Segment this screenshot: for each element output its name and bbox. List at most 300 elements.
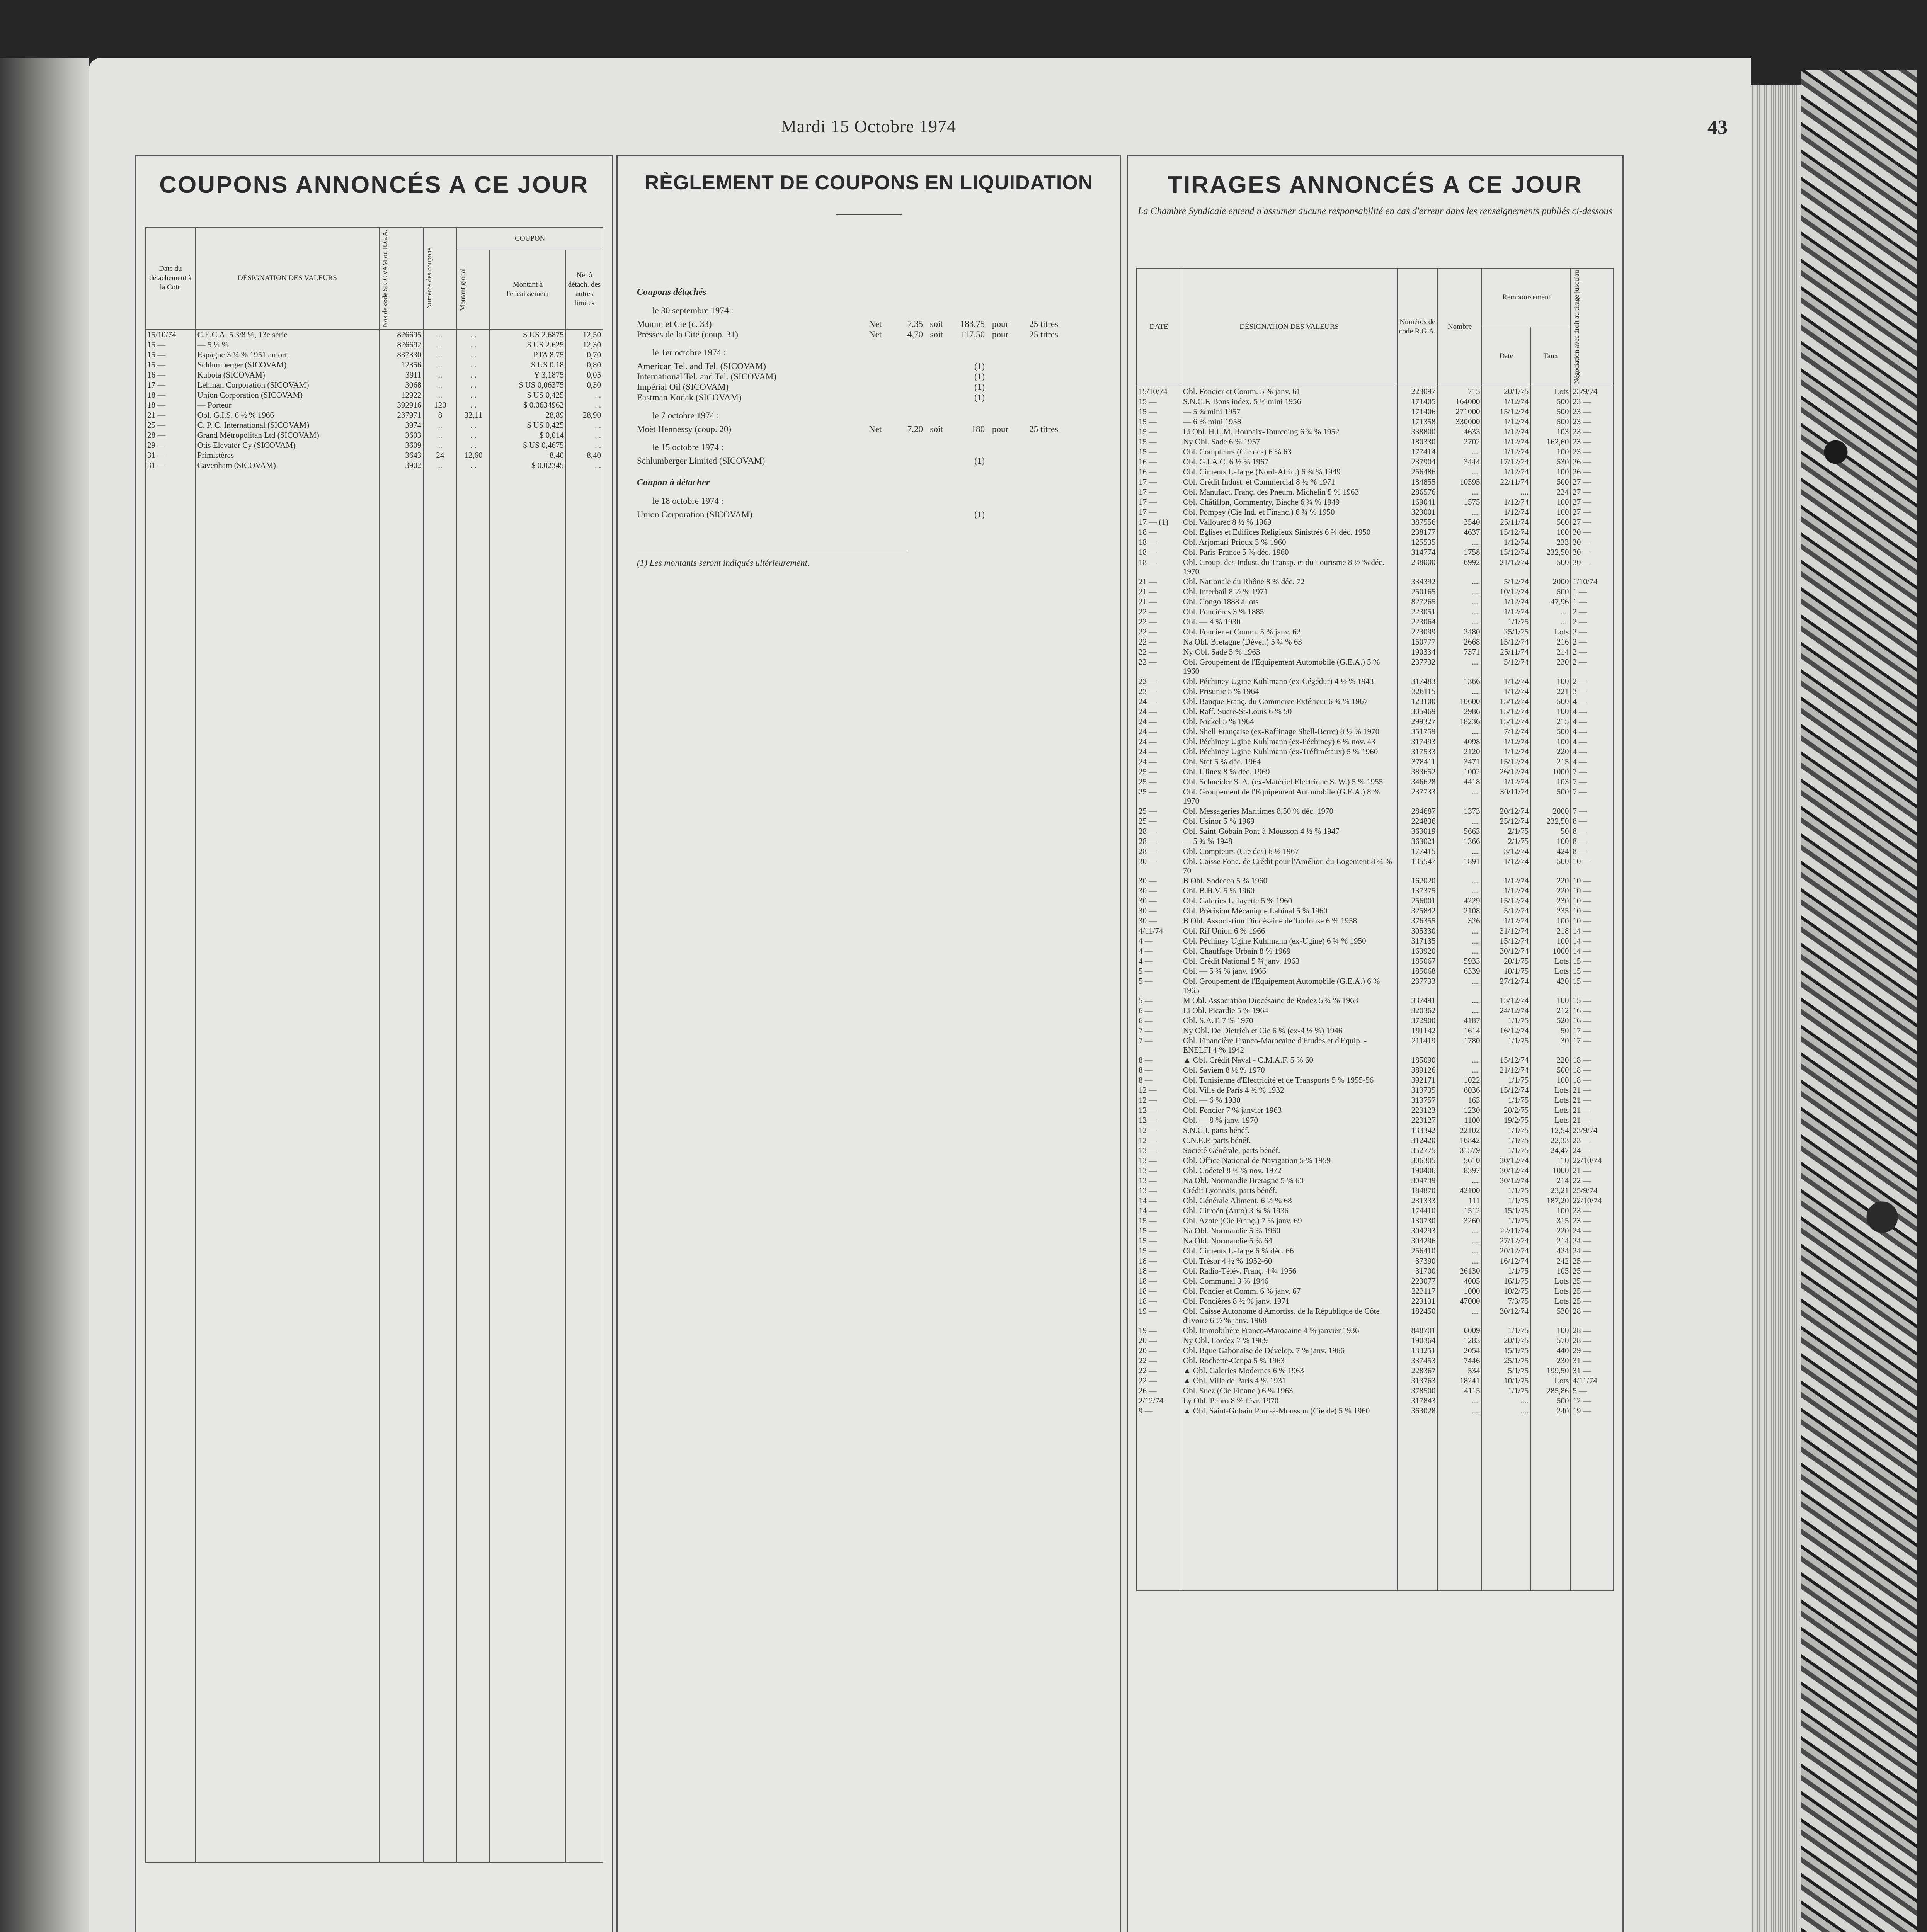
cell-montant: PTA 8.75 [490, 350, 566, 360]
cell-taux: 500 [1530, 417, 1571, 427]
cell-taux: Lots [1530, 1095, 1571, 1105]
cell-negociation: 4 — [1571, 757, 1614, 767]
liquidation-date: le 7 octobre 1974 : [652, 411, 719, 420]
tirages-col-remboursement: Remboursement [1482, 268, 1571, 327]
cell-nombre: 6992 [1438, 557, 1482, 577]
cell-rdate: 15/12/74 [1482, 995, 1530, 1005]
liquidation-column [616, 155, 1121, 1932]
cell-rdate: 25/11/74 [1482, 647, 1530, 657]
liquidation-cell: Presses de la Cité (coup. 31) [637, 330, 738, 339]
cell-taux: 100 [1530, 836, 1571, 846]
liquidation-cell: soit [930, 330, 943, 339]
table-row [1137, 946, 1614, 956]
cell-code: 363028 [1397, 1406, 1437, 1416]
table-row [1137, 1355, 1614, 1366]
table-row [1137, 1085, 1614, 1095]
cell-net: 12,30 [566, 340, 603, 350]
cell-rdate: 1/12/74 [1482, 747, 1530, 757]
cell-nombre: .... [1438, 876, 1482, 886]
cell-designation: Obl. Péchiney Ugine Kuhlmann (ex-Péchiney) 6 % nov. 43 [1181, 736, 1398, 747]
table-row [145, 420, 603, 430]
cell-negociation: 23/9/74 [1571, 1125, 1614, 1135]
cell-date: 28 — [145, 430, 196, 440]
cell-taux: 100 [1530, 527, 1571, 537]
cell-code: 135547 [1397, 856, 1437, 876]
table-row [145, 350, 603, 360]
cell-negociation: 12 — [1571, 1396, 1614, 1406]
cell-date: 18 — [1137, 1286, 1181, 1296]
cell-designation: Obl. Compteurs (Cie des) 6 ½ 1967 [1181, 846, 1398, 856]
cell-designation: Obl. Codetel 8 ½ % nov. 1972 [1181, 1165, 1398, 1175]
table-row [1137, 896, 1614, 906]
cell-code: 238000 [1397, 557, 1437, 577]
cell-designation: Obl. — 4 % 1930 [1181, 617, 1398, 627]
table-row [1137, 547, 1614, 557]
liquidation-cell: American Tel. and Tel. (SICOVAM) [637, 361, 766, 371]
cell-date: 22 — [1137, 627, 1181, 637]
cell-code: 363021 [1397, 836, 1437, 846]
cell-montant-global: . . [457, 350, 490, 360]
cell-nombre: 6009 [1438, 1325, 1482, 1335]
cell-designation: — 5 ½ % [196, 340, 380, 350]
cell-rdate: 27/12/74 [1482, 1236, 1530, 1246]
cell-code: 3911 [379, 370, 423, 380]
cell-numeros: .. [423, 430, 457, 440]
cell-date: 21 — [1137, 597, 1181, 607]
cell-rdate: 15/12/74 [1482, 1055, 1530, 1065]
cell-taux: 235 [1530, 906, 1571, 916]
cell-numeros: .. [423, 440, 457, 450]
cell-rdate: 5/12/74 [1482, 657, 1530, 676]
cell-negociation: 1 — [1571, 587, 1614, 597]
liquidation-cell: (1) [974, 510, 985, 519]
cell-code: 317135 [1397, 936, 1437, 946]
cell-negociation: 25 — [1571, 1286, 1614, 1296]
cell-montant: $ 0.0634962 [490, 400, 566, 410]
table-row [1137, 876, 1614, 886]
cell-designation: Obl. Galeries Lafayette 5 % 1960 [1181, 896, 1398, 906]
liquidation-cell: Net [869, 319, 882, 329]
cell-nombre: .... [1438, 995, 1482, 1005]
table-row [145, 440, 603, 450]
cell-rdate: 1/12/74 [1482, 916, 1530, 926]
liquidation-cell [985, 456, 1016, 466]
cell-taux: 500 [1530, 726, 1571, 736]
cell-nombre: 42100 [1438, 1185, 1482, 1196]
cell-rdate: 1/12/74 [1482, 777, 1530, 787]
cell-rdate: 21/12/74 [1482, 1065, 1530, 1075]
cell-designation: Obl. G.I.A.C. 6 ½ % 1967 [1181, 457, 1398, 467]
cell-negociation: 16 — [1571, 1005, 1614, 1015]
cell-nombre: .... [1438, 537, 1482, 547]
cell-date: 22 — [1137, 607, 1181, 617]
cell-code: 378411 [1397, 757, 1437, 767]
table-row [1137, 1196, 1614, 1206]
cell-designation: Obl. Group. des Indust. du Transp. et du Tourisme 8 ½ % déc. 1970 [1181, 557, 1398, 577]
cell-code: 337453 [1397, 1355, 1437, 1366]
cell-designation: Obl. Chauffage Urbain 8 % 1969 [1181, 946, 1398, 956]
cell-negociation: 2 — [1571, 617, 1614, 627]
cell-taux: 424 [1530, 846, 1571, 856]
cell-nombre: 163 [1438, 1095, 1482, 1105]
cell-date: 29 — [145, 440, 196, 450]
cell-designation: Obl. Eglises et Edifices Religieux Sinistrés 6 ¾ déc. 1950 [1181, 527, 1398, 537]
cell-net: 0,30 [566, 380, 603, 390]
cell-code: 256410 [1397, 1246, 1437, 1256]
cell-designation: Obl. — 8 % janv. 1970 [1181, 1115, 1398, 1125]
cell-negociation: 2 — [1571, 676, 1614, 686]
cell-code: 150777 [1397, 637, 1437, 647]
table-row [1137, 1095, 1614, 1105]
cell-nombre: 3471 [1438, 757, 1482, 767]
cell-montant: $ US 0,06375 [490, 380, 566, 390]
table-row [1137, 916, 1614, 926]
cell-taux: 500 [1530, 406, 1571, 417]
cell-date: 12 — [1137, 1115, 1181, 1125]
cell-taux: 530 [1530, 1306, 1571, 1325]
cell-code: 130730 [1397, 1216, 1437, 1226]
liquidation-cell [1016, 509, 1058, 520]
cell-date: 25 — [145, 420, 196, 430]
cell-date: 17 — [145, 380, 196, 390]
table-row [1137, 716, 1614, 726]
cell-taux: 103 [1530, 427, 1571, 437]
cell-montant-global: . . [457, 390, 490, 400]
cell-nombre: 1614 [1438, 1026, 1482, 1036]
cell-montant-global: . . [457, 329, 490, 340]
cell-numeros: .. [423, 420, 457, 430]
cell-rdate: 10/12/74 [1482, 587, 1530, 597]
table-row [1137, 1345, 1614, 1355]
cell-designation: Obl. Foncier et Comm. 5 % janv. 62 [1181, 627, 1398, 637]
cell-negociation: 25 — [1571, 1296, 1614, 1306]
cell-negociation: 24 — [1571, 1226, 1614, 1236]
liquidation-cell [869, 509, 900, 520]
cell-designation: Obl. Immobilière Franco-Marocaine 4 % janvier 1936 [1181, 1325, 1398, 1335]
cell-nombre: 1891 [1438, 856, 1482, 876]
cell-code: 162020 [1397, 876, 1437, 886]
cell-designation: Obl. Interbail 8 ½ % 1971 [1181, 587, 1398, 597]
cell-date: 17 — [1137, 497, 1181, 507]
cell-rdate: 5/1/75 [1482, 1366, 1530, 1376]
table-row [1137, 537, 1614, 547]
cell-date: 25 — [1137, 787, 1181, 806]
cell-code: 320362 [1397, 1005, 1437, 1015]
cell-date: 7 — [1137, 1026, 1181, 1036]
cell-nombre: 3444 [1438, 457, 1482, 467]
cell-code: 3902 [379, 460, 423, 470]
cell-designation: Obl. Banque Franç. du Commerce Extérieur 6 ¾ % 1967 [1181, 696, 1398, 706]
cell-rdate: 20/12/74 [1482, 806, 1530, 816]
cell-date: 24 — [1137, 706, 1181, 716]
table-row [1137, 787, 1614, 806]
coupons-title: COUPONS ANNONCÉS A CE JOUR [159, 172, 589, 198]
cell-code: 133251 [1397, 1345, 1437, 1355]
liquidation-cell: 7,20 [907, 424, 923, 434]
cell-montant-global: . . [457, 340, 490, 350]
table-row [1137, 1286, 1614, 1296]
cell-date: 18 — [1137, 527, 1181, 537]
cell-designation: Lehman Corporation (SICOVAM) [196, 380, 380, 390]
cell-rdate: 1/12/74 [1482, 417, 1530, 427]
cell-negociation: 21 — [1571, 1105, 1614, 1115]
cell-nombre: 4098 [1438, 736, 1482, 747]
cell-designation: Obl. Azote (Cie Franç.) 7 % janv. 69 [1181, 1216, 1398, 1226]
cell-nombre: 326 [1438, 916, 1482, 926]
cell-date: 13 — [1137, 1175, 1181, 1185]
table-row [1137, 1306, 1614, 1325]
table-row [1137, 726, 1614, 736]
cell-nombre: 1575 [1438, 497, 1482, 507]
cell-date: 12 — [1137, 1125, 1181, 1135]
cell-nombre: .... [1438, 1055, 1482, 1065]
liquidation-cell: pour [992, 424, 1009, 434]
cell-rdate: 20/2/75 [1482, 1105, 1530, 1115]
cell-taux: 230 [1530, 1355, 1571, 1366]
cell-rdate: 30/11/74 [1482, 787, 1530, 806]
cell-designation: Obl. Ville de Paris 4 ½ % 1932 [1181, 1085, 1398, 1095]
page-number: 43 [1707, 116, 1728, 138]
cell-code: 304739 [1397, 1175, 1437, 1185]
cell-date: 19 — [1137, 1325, 1181, 1335]
cell-rdate: 30/12/74 [1482, 1155, 1530, 1165]
cell-designation: S.N.C.I. parts bénéf. [1181, 1125, 1398, 1135]
cell-designation: — 6 % mini 1958 [1181, 417, 1398, 427]
cell-code: 337491 [1397, 995, 1437, 1005]
cell-nombre: 164000 [1438, 396, 1482, 406]
table-row [1137, 386, 1614, 396]
cell-rdate: 26/12/74 [1482, 767, 1530, 777]
cell-designation: — Porteur [196, 400, 380, 410]
cell-date: 24 — [1137, 726, 1181, 736]
cell-montant: $ US 0,4675 [490, 440, 566, 450]
cell-taux: 500 [1530, 587, 1571, 597]
cell-nombre: .... [1438, 946, 1482, 956]
coupons-col-montant: Montant à l'encaissement [490, 250, 566, 329]
cell-code: 237733 [1397, 787, 1437, 806]
cell-date: 15 — [1137, 417, 1181, 427]
table-row [1137, 686, 1614, 696]
cell-nombre: .... [1438, 886, 1482, 896]
cell-nombre: .... [1438, 617, 1482, 627]
cell-date: 30 — [1137, 856, 1181, 876]
cell-rdate: 15/1/75 [1482, 1206, 1530, 1216]
list-item [637, 382, 1101, 392]
table-row [1137, 1216, 1614, 1226]
cell-code: 351759 [1397, 726, 1437, 736]
cell-taux: 100 [1530, 916, 1571, 926]
liquidation-cell: 4,70 [907, 330, 923, 339]
table-row [1137, 1256, 1614, 1266]
cell-code: 3603 [379, 430, 423, 440]
cell-taux: 215 [1530, 757, 1571, 767]
cell-rdate: 1/12/74 [1482, 676, 1530, 686]
coupons-col-date: Date du détachement à la Cote [145, 228, 196, 329]
cell-nombre: .... [1438, 597, 1482, 607]
cell-taux: 162,60 [1530, 437, 1571, 447]
cell-rdate: 1/12/74 [1482, 886, 1530, 896]
cell-rdate: 1/1/75 [1482, 1145, 1530, 1155]
table-row [145, 380, 603, 390]
cell-negociation: 23 — [1571, 396, 1614, 406]
cell-designation: Na Obl. Normandie Bretagne 5 % 63 [1181, 1175, 1398, 1185]
cell-rdate: 16/1/75 [1482, 1276, 1530, 1286]
cell-numeros: .. [423, 350, 457, 360]
cell-rdate: 30/12/74 [1482, 1175, 1530, 1185]
cell-net: . . [566, 390, 603, 400]
cell-code: 184855 [1397, 477, 1437, 487]
cell-negociation: 18 — [1571, 1055, 1614, 1065]
cell-taux: 221 [1530, 686, 1571, 696]
cell-rdate: 15/12/74 [1482, 716, 1530, 726]
tirages-col-nombre: Nombre [1438, 268, 1482, 386]
cell-designation: S.N.C.F. Bons index. 5 ½ mini 1956 [1181, 396, 1398, 406]
list-item [637, 361, 1101, 371]
cell-designation: Obl. Groupement de l'Equipement Automobile (G.E.A.) 6 % 1965 [1181, 976, 1398, 995]
cell-taux: 214 [1530, 647, 1571, 657]
cell-code: 171405 [1397, 396, 1437, 406]
cell-nombre: 1283 [1438, 1335, 1482, 1345]
liquidation-cell [923, 392, 950, 403]
cell-designation: Obl. Tunisienne d'Electricité et de Transports 5 % 1955-56 [1181, 1075, 1398, 1085]
cell-nombre: 5933 [1438, 956, 1482, 966]
table-row [145, 329, 603, 340]
cell-taux: 1000 [1530, 946, 1571, 956]
cell-montant-global: 12,60 [457, 450, 490, 460]
table-row [1137, 1185, 1614, 1196]
book-spine [0, 58, 89, 1932]
table-row [1137, 587, 1614, 597]
cell-rdate: 1/1/75 [1482, 1095, 1530, 1105]
cell-date: 12 — [1137, 1105, 1181, 1115]
cell-nombre: 2986 [1438, 706, 1482, 716]
cell-nombre: 1100 [1438, 1115, 1482, 1125]
tirages-title: TIRAGES ANNONCÉS A CE JOUR [1168, 172, 1583, 198]
cell-date: 15 — [145, 340, 196, 350]
cell-nombre: 47000 [1438, 1296, 1482, 1306]
cell-code: 256486 [1397, 467, 1437, 477]
cell-negociation: 10 — [1571, 896, 1614, 906]
cell-designation: Obl. Foncières 8 ½ % janv. 1971 [1181, 1296, 1398, 1306]
liquidation-cell: Mumm et Cie (c. 33) [637, 319, 712, 329]
cell-nombre: .... [1438, 1005, 1482, 1015]
cell-designation: Obl. Crédit Indust. et Commercial 8 ½ % 1971 [1181, 477, 1398, 487]
liquidation-cell: 25 titres [1029, 319, 1058, 329]
cell-taux: 110 [1530, 1155, 1571, 1165]
cell-date: 26 — [1137, 1386, 1181, 1396]
table-row [1137, 856, 1614, 876]
cell-taux: .... [1530, 617, 1571, 627]
cell-code: 185090 [1397, 1055, 1437, 1065]
cell-nombre: 22102 [1438, 1125, 1482, 1135]
cell-code: 334392 [1397, 577, 1437, 587]
cell-taux: Lots [1530, 1286, 1571, 1296]
table-row [1137, 1125, 1614, 1135]
cell-nombre: 18241 [1438, 1376, 1482, 1386]
cell-taux: 218 [1530, 926, 1571, 936]
table-row [1137, 1115, 1614, 1125]
cell-date: 15 — [1137, 1226, 1181, 1236]
cell-date: 21 — [145, 410, 196, 420]
cell-negociation: 2 — [1571, 657, 1614, 676]
cell-negociation: 27 — [1571, 507, 1614, 517]
cell-nombre: 1022 [1438, 1075, 1482, 1085]
cell-taux: .... [1530, 607, 1571, 617]
table-row [1137, 437, 1614, 447]
cell-taux: 100 [1530, 447, 1571, 457]
table-row [1137, 507, 1614, 517]
cell-code: 326115 [1397, 686, 1437, 696]
table-row [1137, 956, 1614, 966]
cell-nombre: .... [1438, 816, 1482, 826]
cell-montant-global: . . [457, 430, 490, 440]
cell-taux: 100 [1530, 736, 1571, 747]
cell-code: 177415 [1397, 846, 1437, 856]
cell-taux: 100 [1530, 497, 1571, 507]
cell-taux: 100 [1530, 507, 1571, 517]
liquidation-cell [900, 382, 923, 392]
table-row [1137, 976, 1614, 995]
liquidation-cell [923, 456, 950, 466]
cell-designation: Obl. Saviem 8 ½ % 1970 [1181, 1065, 1398, 1075]
cell-nombre: .... [1438, 507, 1482, 517]
cell-taux: 220 [1530, 876, 1571, 886]
liquidation-cell [985, 361, 1016, 371]
cell-designation: Ny Obl. Lordex 7 % 1969 [1181, 1335, 1398, 1345]
cell-taux: 100 [1530, 1206, 1571, 1216]
liquidation-cell: Schlumberger Limited (SICOVAM) [637, 456, 765, 466]
cell-net: 0,05 [566, 370, 603, 380]
cell-negociation: 8 — [1571, 816, 1614, 826]
cell-negociation: 7 — [1571, 767, 1614, 777]
cell-net: . . [566, 420, 603, 430]
liquidation-cell: Moët Hennessy (coup. 20) [637, 424, 732, 434]
cell-montant-global: . . [457, 370, 490, 380]
cell-taux: Lots [1530, 966, 1571, 976]
cell-negociation: 16 — [1571, 1015, 1614, 1026]
cell-date: 13 — [1137, 1185, 1181, 1196]
cell-negociation: 21 — [1571, 1165, 1614, 1175]
cell-rdate: 1/12/74 [1482, 607, 1530, 617]
cell-designation: Obl. Crédit National 5 ¾ janv. 1963 [1181, 956, 1398, 966]
cell-date: 31 — [145, 450, 196, 460]
liquidation-cell [900, 509, 923, 520]
liquidation-cell: (1) [974, 393, 985, 402]
cell-rdate: 21/12/74 [1482, 557, 1530, 577]
cell-rdate: 27/12/74 [1482, 976, 1530, 995]
cell-rdate: 15/12/74 [1482, 637, 1530, 647]
cell-code: 137375 [1397, 886, 1437, 896]
cell-designation: Obl. Nationale du Rhône 8 % déc. 72 [1181, 577, 1398, 587]
cell-date: 24 — [1137, 747, 1181, 757]
cell-date: 30 — [1137, 886, 1181, 896]
table-row [1137, 706, 1614, 716]
cell-nombre: .... [1438, 587, 1482, 597]
cell-rdate: 1/1/75 [1482, 1386, 1530, 1396]
cell-taux: 105 [1530, 1266, 1571, 1276]
cell-negociation: 7 — [1571, 787, 1614, 806]
cell-rdate: 1/1/75 [1482, 617, 1530, 627]
cell-nombre: .... [1438, 577, 1482, 587]
cell-designation: Kubota (SICOVAM) [196, 370, 380, 380]
cell-montant-global: . . [457, 380, 490, 390]
cell-date: 13 — [1137, 1145, 1181, 1155]
table-row [1137, 1376, 1614, 1386]
table-row [1137, 826, 1614, 836]
cell-code: 304293 [1397, 1226, 1437, 1236]
liquidation-cell [900, 392, 923, 403]
table-row [1137, 1325, 1614, 1335]
